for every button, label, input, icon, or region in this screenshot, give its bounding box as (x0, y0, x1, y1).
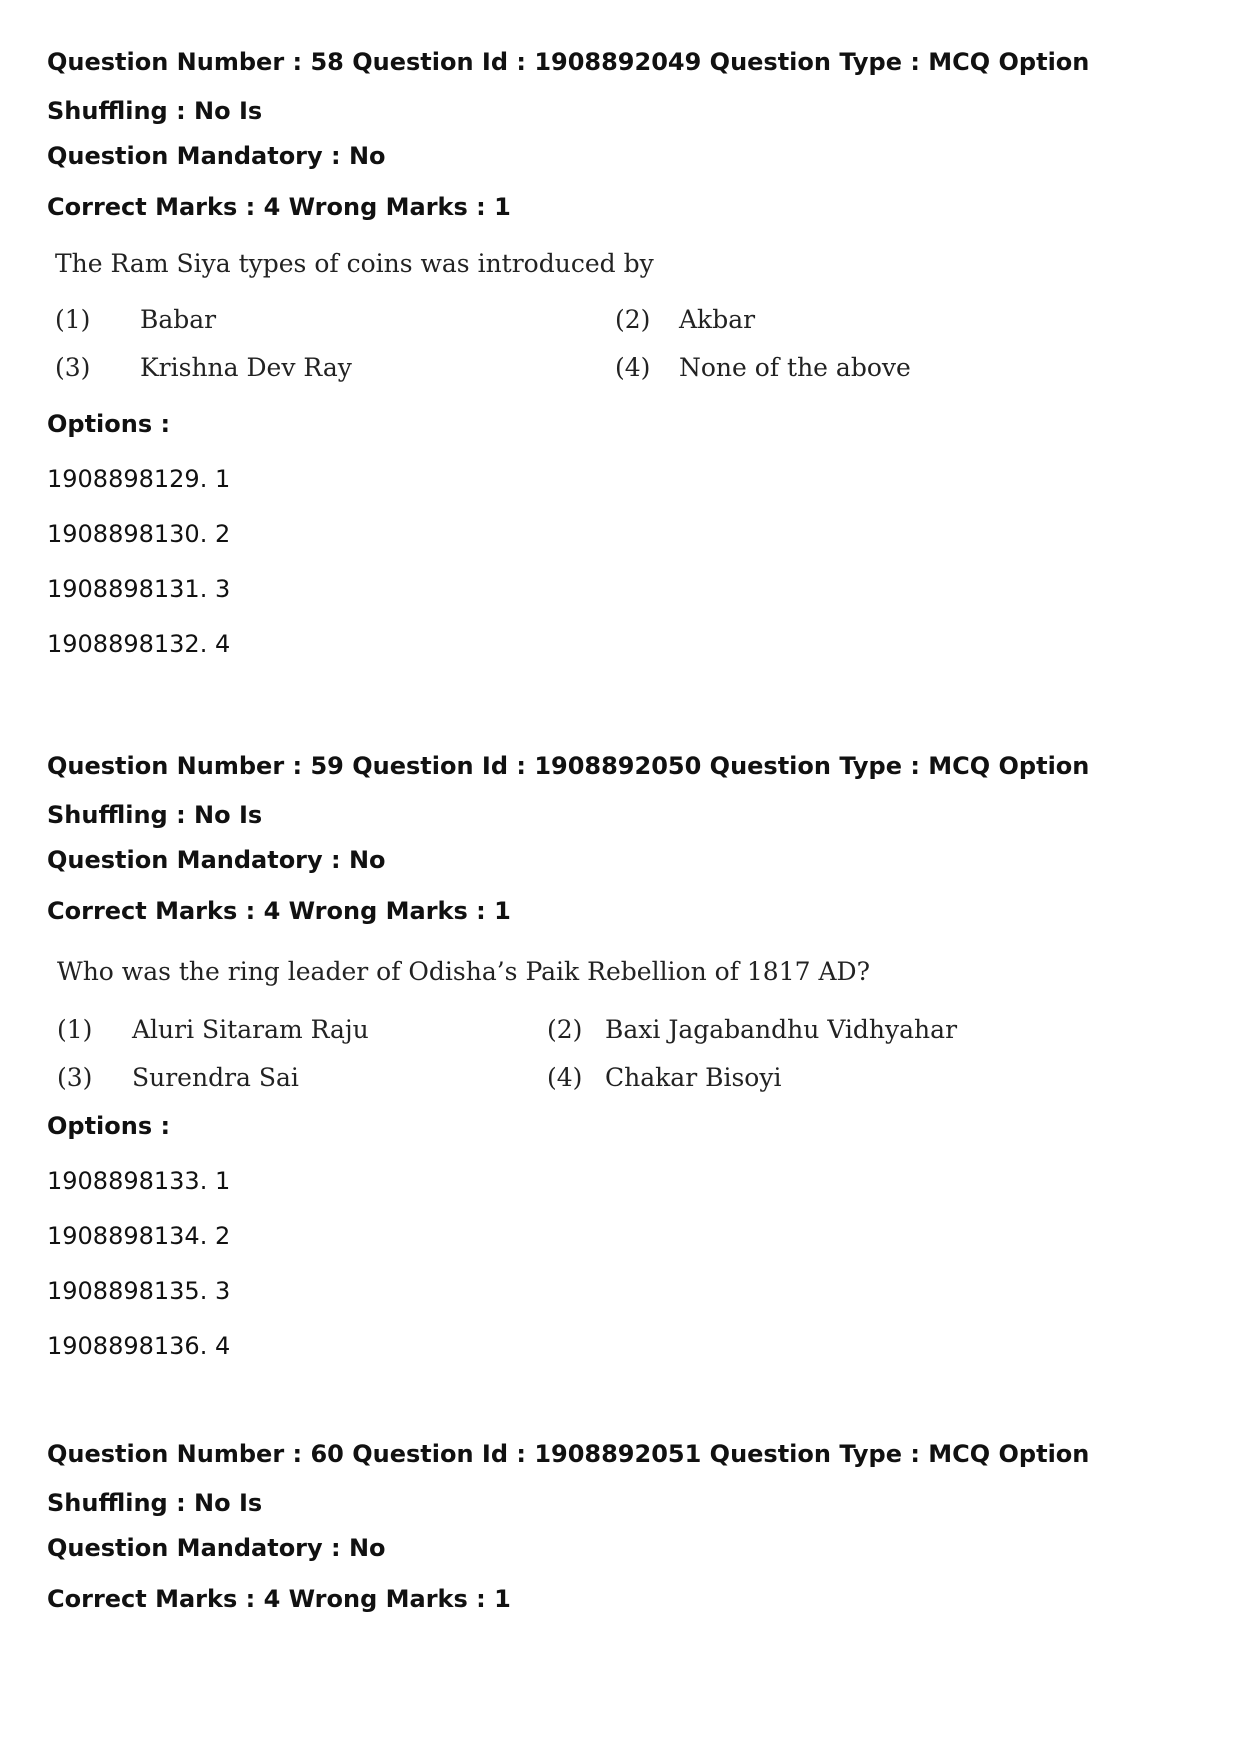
question-header-line1: Question Number : 60 Question Id : 1908892051 Question Type : MCQ Option Shuffling : No Is (47, 1440, 1090, 1517)
question-header-line2: Question Mandatory : No (47, 846, 386, 874)
choice-text: Babar (140, 305, 217, 334)
choice-text: Akbar (679, 305, 756, 334)
choice-number: (1) (55, 305, 91, 334)
choice-number: (3) (57, 1063, 93, 1092)
question-stem: The Ram Siya types of coins was introduced by (55, 249, 654, 278)
choice-number: (3) (55, 353, 91, 382)
choice-4 (547, 1063, 781, 1092)
choice-text: Krishna Dev Ray (140, 353, 352, 382)
option-row: 1908898135. 3 (47, 1277, 231, 1305)
choice-number: (4) (547, 1063, 583, 1092)
question-marks: Correct Marks : 4 Wrong Marks : 1 (47, 193, 511, 221)
choice-text: None of the above (679, 353, 911, 382)
option-row: 1908898136. 4 (47, 1332, 231, 1360)
choice-1 (57, 1015, 369, 1044)
choice-4 (615, 353, 911, 382)
option-row: 1908898134. 2 (47, 1222, 231, 1250)
choice-number: (4) (615, 353, 651, 382)
option-row: 1908898133. 1 (47, 1167, 231, 1195)
question-header-line1: Question Number : 59 Question Id : 1908892050 Question Type : MCQ Option Shuffling : No Is (47, 752, 1090, 829)
question-59 (47, 742, 1207, 1360)
question-header-line1: Question Number : 58 Question Id : 1908892049 Question Type : MCQ Option Shuffling : No Is (47, 48, 1090, 125)
choice-text: Baxi Jagabandhu Vidhyahar (605, 1015, 958, 1044)
choice-number: (1) (57, 1015, 93, 1044)
choice-text: Aluri Sitaram Raju (132, 1015, 369, 1044)
question-body (47, 929, 1207, 1092)
question-stem: Who was the ring leader of Odisha’s Paik Rebellion of 1817 AD? (57, 957, 870, 986)
choice-2 (615, 305, 755, 334)
choice-1 (55, 305, 216, 334)
choice-3 (55, 353, 352, 382)
options-label: Options : (47, 410, 171, 438)
question-header-line2: Question Mandatory : No (47, 1534, 386, 1562)
question-58 (47, 38, 1207, 658)
option-row: 1908898129. 1 (47, 465, 231, 493)
options-label: Options : (47, 1112, 171, 1140)
question-marks: Correct Marks : 4 Wrong Marks : 1 (47, 897, 511, 925)
choice-2 (547, 1015, 957, 1044)
choice-number: (2) (547, 1015, 583, 1044)
option-row: 1908898130. 2 (47, 520, 231, 548)
question-header-line2: Question Mandatory : No (47, 142, 386, 170)
choice-text: Surendra Sai (132, 1063, 299, 1092)
question-60 (47, 1430, 1207, 1617)
option-row: 1908898132. 4 (47, 630, 231, 658)
question-body (47, 225, 1207, 382)
choice-text: Chakar Bisoyi (605, 1063, 782, 1092)
question-marks: Correct Marks : 4 Wrong Marks : 1 (47, 1585, 511, 1613)
choice-number: (2) (615, 305, 651, 334)
option-row: 1908898131. 3 (47, 575, 231, 603)
choice-3 (57, 1063, 299, 1092)
